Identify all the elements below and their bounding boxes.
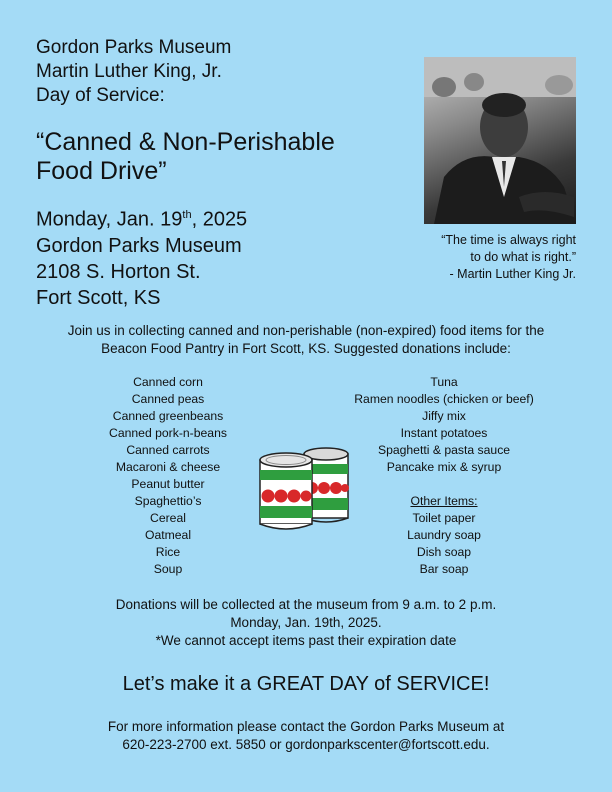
- list-item: Soup: [153, 562, 183, 576]
- contact-info: [0, 718, 612, 754]
- list-item: Peanut butter: [131, 477, 205, 491]
- list-item: Canned pork-n-beans: [109, 426, 227, 440]
- list-item: Macaroni & cheese: [115, 460, 221, 474]
- list-item: Spaghetti & pasta sauce: [377, 443, 511, 457]
- list-item: Pancake mix & syrup: [386, 460, 502, 474]
- list-item: Oatmeal: [144, 528, 192, 542]
- date-suffix: , 2025: [191, 208, 248, 231]
- list-item: Ramen noodles (chicken or beef): [354, 392, 534, 406]
- quote-line-2: to do what is right.”: [470, 250, 576, 264]
- contact-line-2: 620-223-2700 ext. 5850 or gordonparkscenter@fortscott.edu.: [122, 737, 490, 752]
- date-sup: th: [182, 209, 192, 221]
- list-item: Toilet paper: [412, 511, 476, 525]
- list-spacer: [334, 476, 554, 493]
- event-date: [36, 202, 247, 233]
- list-item: Bar soap: [419, 562, 469, 576]
- title-line-2: Food Drive”: [36, 157, 167, 185]
- day-of-service-line: Day of Service:: [36, 85, 165, 106]
- mlk-line: Martin Luther King, Jr.: [36, 61, 222, 82]
- left-donation-list: [88, 374, 248, 578]
- mlk-photo: [424, 57, 576, 224]
- contact-line-1: For more information please contact the Gordon Parks Museum at: [107, 719, 505, 734]
- collection-line-3: *We cannot accept items past their expiration date: [155, 633, 457, 648]
- list-item: Tuna: [430, 375, 458, 389]
- list-item: Spaghettio’s: [134, 494, 202, 508]
- event-street: 2108 S. Horton St.: [36, 260, 201, 283]
- intro-line-2: Beacon Food Pantry in Fort Scott, KS. Suggested donations include:: [101, 341, 511, 356]
- collection-line-2: Monday, Jan. 19th, 2025.: [230, 615, 382, 630]
- collection-line-1: Donations will be collected at the museum from 9 a.m. to 2 p.m.: [115, 597, 497, 612]
- intro-line-1: Join us in collecting canned and non-perishable (non-expired) food items for the: [67, 323, 545, 338]
- list-item: Canned peas: [131, 392, 205, 406]
- page-title: [36, 128, 335, 186]
- list-item: Jiffy mix: [422, 409, 466, 423]
- list-item: Laundry soap: [407, 528, 481, 542]
- quote-attribution: - Martin Luther King Jr.: [449, 267, 576, 281]
- right-donation-list: [334, 374, 554, 578]
- mlk-quote: [441, 232, 576, 283]
- date-prefix: Monday, Jan. 19: [36, 208, 183, 231]
- list-item: Cereal: [150, 511, 186, 525]
- museum-name: Gordon Parks Museum: [36, 37, 232, 58]
- list-item: Dish soap: [416, 545, 472, 559]
- event-venue: Gordon Parks Museum: [36, 234, 242, 257]
- collection-info: [0, 596, 612, 650]
- quote-line-1: “The time is always right: [441, 233, 576, 247]
- event-details: [36, 202, 247, 311]
- other-items-heading: Other Items:: [410, 494, 478, 508]
- intro-paragraph: [0, 322, 612, 358]
- portrait-illustration: [424, 57, 576, 224]
- list-item: Rice: [155, 545, 181, 559]
- header-block: [36, 36, 231, 108]
- list-item: Canned carrots: [126, 443, 210, 457]
- title-line-1: “Canned & Non-Perishable: [36, 128, 335, 156]
- list-item: Canned corn: [133, 375, 203, 389]
- event-city: Fort Scott, KS: [36, 286, 161, 309]
- call-to-action: Let’s make it a GREAT DAY of SERVICE!: [122, 673, 490, 695]
- list-item: Instant potatoes: [400, 426, 488, 440]
- list-item: Canned greenbeans: [112, 409, 224, 423]
